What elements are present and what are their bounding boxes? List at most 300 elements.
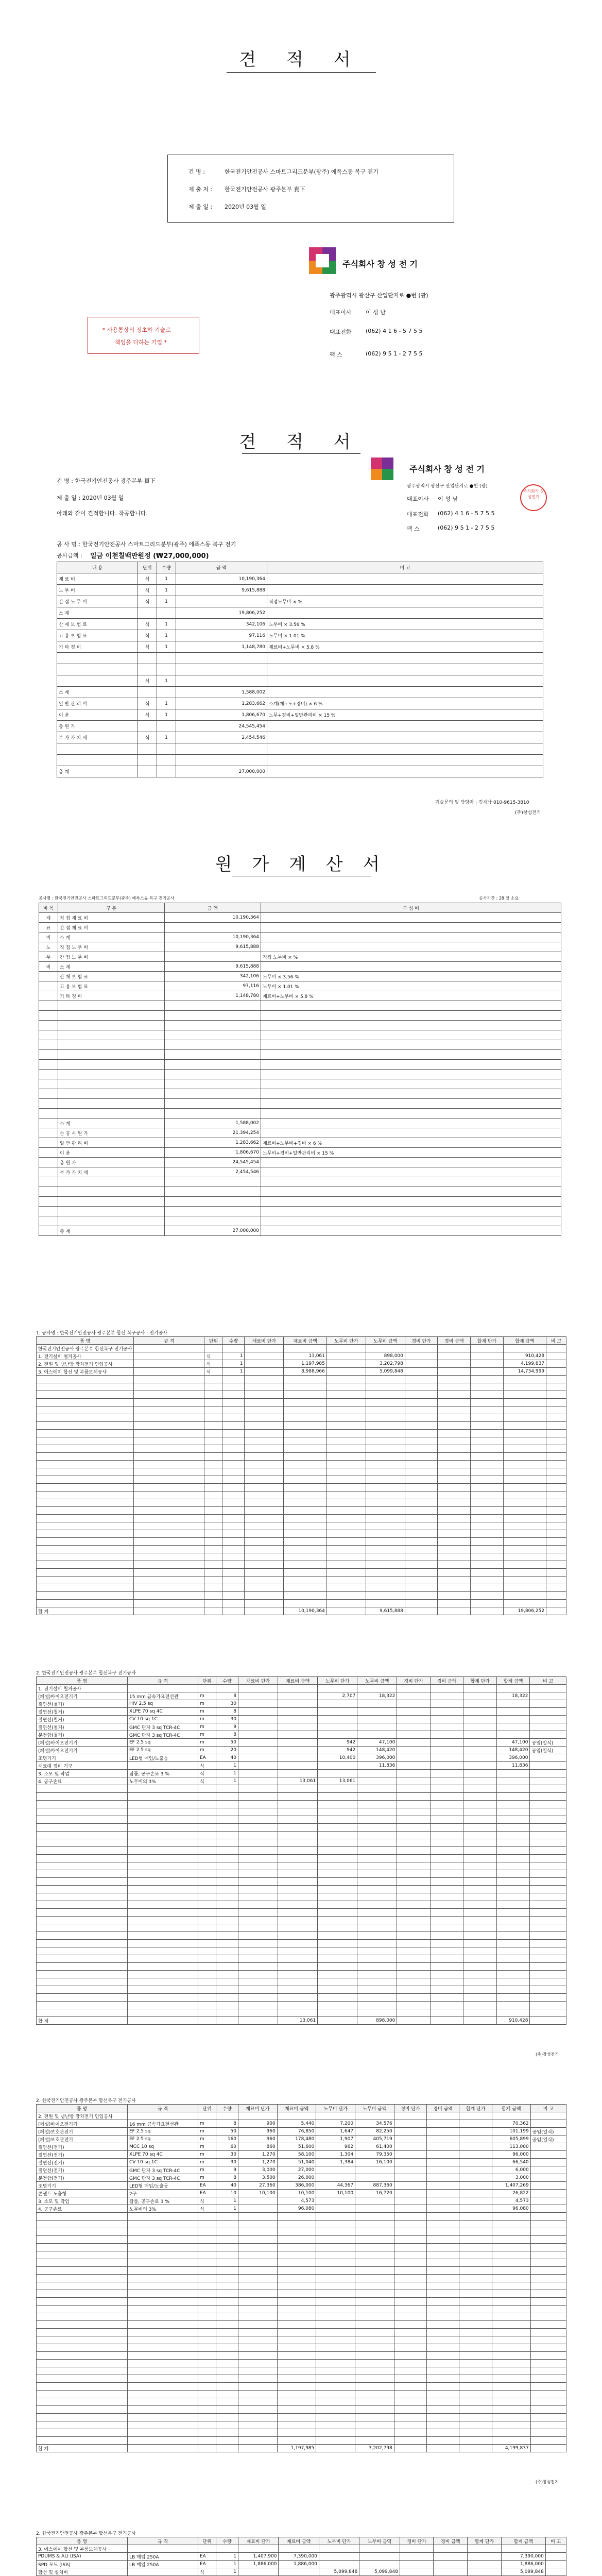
summary-blank-row-cell — [471, 1430, 504, 1437]
summary-blank-row-cell — [503, 1522, 546, 1530]
detail-1-row-cell: 20 — [216, 1747, 238, 1754]
summary-blank-row — [37, 1461, 566, 1468]
detail-1-row-cell — [430, 1762, 463, 1770]
summary-row-cell — [405, 1352, 438, 1360]
detail-2-blank-row-cell — [216, 2228, 238, 2236]
detail-1-blank-row-cell — [278, 1847, 318, 1855]
detail-1-section-row-cell — [128, 1685, 198, 1692]
detail-3-row-cell — [468, 2553, 502, 2561]
summary-blank-row — [37, 1437, 566, 1445]
detail-1-blank-row-cell — [397, 1994, 431, 2002]
detail-2-row-cell: EF 2.5 sq — [128, 2136, 198, 2143]
detail-2-blank-row-cell — [355, 2221, 394, 2228]
summary-blank-row-cell — [37, 1515, 134, 1522]
detail-1-row-cell — [530, 1692, 566, 1700]
detail-1-blank-row-cell — [496, 1870, 530, 1878]
detail-2-blank-row-cell — [238, 2228, 278, 2236]
detail-1-blank-row-cell — [397, 1808, 431, 1816]
detail-1-row-cell — [238, 1747, 278, 1754]
detail-1-blank-row-cell — [198, 1978, 216, 1986]
detail-1-row-cell — [278, 1747, 318, 1754]
summary-blank-row — [37, 1445, 566, 1453]
detail-2-blank-row-cell — [427, 2429, 459, 2437]
summary-blank-row-cell — [326, 1507, 366, 1515]
detail-1-blank-row-cell — [530, 1924, 566, 1932]
estimate-fax-label: 팩 스 — [407, 526, 420, 532]
summary-blank-row-cell — [546, 1600, 566, 1607]
summary-page — [0, 1329, 602, 1659]
summary-blank-row-cell — [405, 1391, 438, 1399]
costsheet-row-cell — [58, 1109, 165, 1118]
detail-1-caption: 2. 한국전기안전공사 광주본부 합선복구 전기공사 — [36, 1671, 136, 1676]
detail-1-row-cell — [278, 1692, 318, 1700]
summary-blank-row — [37, 1530, 566, 1538]
detail-1-blank-row-cell — [318, 1839, 357, 1847]
costsheet-row-cell: 노 — [39, 942, 58, 952]
detail-2-header-row-cell: 비 고 — [530, 2105, 566, 2112]
detail-2-blank-row-cell — [355, 2306, 394, 2313]
estimate-row — [57, 721, 543, 732]
detail-2-blank-row-cell — [394, 2421, 426, 2429]
detail-1-row-cell — [530, 1700, 566, 1708]
detail-2-row-cell: 51,600 — [277, 2143, 316, 2151]
summary-blank-row-cell — [438, 1383, 471, 1391]
summary-blank-row-cell — [546, 1499, 566, 1507]
detail-2-blank-row-cell — [316, 2321, 355, 2329]
summary-blank-row-cell — [366, 1499, 405, 1507]
costsheet-row — [39, 1011, 561, 1021]
detail-1-blank-row — [37, 1808, 566, 1816]
summary-blank-row-cell — [204, 1414, 222, 1422]
detail-3-row-cell: 1,886,000 — [279, 2561, 319, 2568]
detail-2-blank-row-cell — [530, 2406, 566, 2414]
detail-1-blank-row-cell — [278, 1785, 318, 1793]
detail-1-blank-row-cell — [128, 1994, 198, 2002]
detail-2-blank-row-cell — [128, 2275, 198, 2282]
detail-1-blank-row-cell — [278, 1801, 318, 1808]
detail-2-row-cell: 1 — [216, 2197, 238, 2205]
summary-blank-row-cell — [326, 1522, 366, 1530]
detail-1-blank-row-cell — [463, 1893, 497, 1901]
detail-1-blank-row-cell — [530, 1963, 566, 1971]
summary-blank-row-cell — [204, 1492, 222, 1499]
detail-1-row-cell: 396,000 — [357, 1754, 397, 1762]
detail-2-row-cell: 66,540 — [492, 2159, 530, 2166]
detail-2-blank-row-cell — [128, 2344, 198, 2352]
summary-blank-row-cell — [503, 1476, 546, 1484]
estimate-company-name: 주식회사 창 성 전 기 — [409, 464, 485, 474]
summary-blank-row-cell — [284, 1391, 326, 1399]
detail-1-row-cell: 30 — [216, 1716, 238, 1723]
summary-blank-row-cell — [366, 1468, 405, 1476]
detail-1-row-cell: (폐설)바이오전기기 — [37, 1739, 128, 1747]
detail-2-blank-row-cell — [530, 2414, 566, 2421]
detail-1-blank-row-cell — [198, 1932, 216, 1940]
detail-2-row-cell — [316, 2197, 355, 2205]
detail-1-row-cell — [430, 1754, 463, 1762]
summary-blank-row-cell — [366, 1492, 405, 1499]
estimate-row-cell — [138, 766, 157, 777]
detail-1-blank-row — [37, 1909, 566, 1917]
cover-field-value-1: 한국전기안전공사 스마트그리드분부(광주) 에폭스동 복구 전기 — [225, 168, 379, 175]
summary-blank-row-cell — [438, 1546, 471, 1553]
detail-1-blank-row-cell — [397, 1909, 431, 1917]
detail-1-row-cell: 식 — [198, 1770, 216, 1777]
summary-blank-row-cell — [245, 1391, 284, 1399]
detail-2-blank-row-cell — [37, 2228, 128, 2236]
detail-1-row-cell: GMC 단자 3 sq TCR-4C — [128, 1731, 198, 1739]
detail-1-blank-row-cell — [278, 1862, 318, 1870]
detail-2-blank-row-cell — [459, 2437, 492, 2445]
detail-2-blank-row-cell — [459, 2336, 492, 2344]
detail-2-row-cell: 1 — [216, 2205, 238, 2213]
estimate-row-cell: 97,116 — [176, 630, 267, 641]
detail-1-blank-row-cell — [357, 1816, 397, 1824]
costsheet-row-cell — [165, 1099, 261, 1109]
summary-blank-row-cell — [546, 1391, 566, 1399]
summary-blank-row-cell — [438, 1515, 471, 1522]
detail-1-row-cell — [278, 1716, 318, 1723]
cover-field-value-3: 2020년 03월 일 — [225, 204, 266, 210]
summary-blank-row-cell — [366, 1538, 405, 1546]
detail-2-blank-row-cell — [530, 2213, 566, 2221]
estimate-row-cell: 1 — [157, 641, 176, 653]
detail-2-row-cell: 27,000 — [277, 2166, 316, 2174]
detail-1-blank-row-cell — [278, 1832, 318, 1839]
detail-1-blank-row-cell — [216, 1793, 238, 1801]
summary-blank-row-cell — [366, 1577, 405, 1584]
summary-total-row-cell — [134, 1607, 204, 1615]
detail-2-blank-row-cell — [277, 2352, 316, 2360]
detail-1-blank-row-cell — [198, 1847, 216, 1855]
detail-3-row-cell: LB 매입 250A — [128, 2561, 198, 2568]
summary-blank-row-cell — [284, 1592, 326, 1600]
summary-blank-row-cell — [204, 1383, 222, 1391]
detail-1-blank-row-cell — [357, 1994, 397, 2002]
summary-blank-row-cell — [366, 1453, 405, 1461]
detail-2-blank-row-cell — [492, 2251, 530, 2259]
detail-2-blank-row-cell — [128, 2375, 198, 2383]
summary-blank-row-cell — [546, 1522, 566, 1530]
detail-2-blank-row-cell — [198, 2421, 216, 2429]
summary-blank-row-cell — [503, 1406, 546, 1414]
detail-1-blank-row-cell — [37, 1870, 128, 1878]
detail-1-section-row-cell — [318, 1685, 357, 1692]
detail-2-page — [0, 2097, 602, 2488]
summary-blank-row — [37, 1383, 566, 1391]
summary-blank-row-cell — [37, 1522, 134, 1530]
detail-2-blank-row-cell — [427, 2336, 459, 2344]
costsheet-row-cell — [261, 1167, 561, 1177]
summary-blank-row — [37, 1453, 566, 1461]
detail-2-blank-row-cell — [37, 2429, 128, 2437]
detail-2-blank-row-cell — [238, 2321, 278, 2329]
summary-blank-row-cell — [245, 1414, 284, 1422]
summary-blank-row-cell — [284, 1538, 326, 1546]
summary-blank-row-cell — [326, 1468, 366, 1476]
detail-2-blank-row-cell — [198, 2383, 216, 2391]
summary-blank-row-cell — [546, 1546, 566, 1553]
summary-blank-row-cell — [405, 1484, 438, 1492]
summary-row — [37, 1368, 566, 1376]
costsheet-row — [39, 1216, 561, 1226]
detail-1-blank-row-cell — [530, 1832, 566, 1839]
detail-1-blank-row-cell — [128, 1832, 198, 1839]
detail-1-blank-row-cell — [128, 1793, 198, 1801]
detail-1-row-cell: 조명기기 — [37, 1754, 128, 1762]
detail-1-blank-row-cell — [463, 1839, 497, 1847]
detail-1-blank-row-cell — [128, 1808, 198, 1816]
summary-blank-row-cell — [366, 1391, 405, 1399]
detail-1-blank-row-cell — [430, 1847, 463, 1855]
detail-1-blank-row-cell — [278, 1824, 318, 1832]
detail-2-blank-row-cell — [530, 2251, 566, 2259]
summary-blank-row-cell — [366, 1414, 405, 1422]
detail-2-blank-row-cell — [198, 2414, 216, 2421]
detail-2-blank-row-cell — [277, 2267, 316, 2275]
detail-1-blank-row-cell — [496, 1940, 530, 1947]
detail-1-row-cell — [318, 1708, 357, 1716]
detail-2-blank-row — [37, 2329, 566, 2336]
summary-blank-row-cell — [471, 1553, 504, 1561]
detail-1-row-cell — [278, 1762, 318, 1770]
detail-1-blank-row-cell — [357, 1932, 397, 1940]
detail-2-blank-row-cell — [316, 2383, 355, 2391]
detail-1-blank-row-cell — [238, 1785, 278, 1793]
estimate-row-cell: 소 계 — [57, 607, 138, 619]
summary-blank-row-cell — [326, 1584, 366, 1592]
detail-1-blank-row-cell — [463, 1785, 497, 1793]
detail-1-row-cell — [278, 1739, 318, 1747]
estimate-row-cell: 재료비+노무비 × 5.8 % — [267, 641, 543, 653]
summary-blank-row-cell — [471, 1592, 504, 1600]
estimate-row-cell — [138, 664, 157, 675]
estimate-row-cell — [157, 743, 176, 755]
costsheet-row-cell — [165, 1040, 261, 1050]
detail-2-section-row-cell — [427, 2112, 459, 2120]
costsheet-row-cell: 총 계 — [58, 1226, 165, 1236]
summary-blank-row-cell — [405, 1476, 438, 1484]
detail-2-blank-row-cell — [530, 2298, 566, 2306]
detail-2-blank-row-cell — [216, 2414, 238, 2421]
summary-blank-row-cell — [204, 1476, 222, 1484]
detail-1-blank-row — [37, 1893, 566, 1901]
detail-1-blank-row-cell — [397, 1793, 431, 1801]
detail-1-blank-row-cell — [198, 1947, 216, 1955]
summary-row-cell — [405, 1345, 438, 1352]
detail-3-section-row-cell — [128, 2545, 198, 2553]
detail-3-section-row-cell — [501, 2545, 545, 2553]
detail-1-row-cell: 공임(일식) — [530, 1739, 566, 1747]
detail-1-blank-row-cell — [357, 1917, 397, 1924]
summary-row-cell — [204, 1345, 222, 1352]
detail-2-row-cell: 101,199 — [492, 2128, 530, 2136]
summary-row-cell — [438, 1352, 471, 1360]
summary-blank-row-cell — [222, 1538, 245, 1546]
summary-blank-row-cell — [37, 1499, 134, 1507]
detail-2-header-row-cell: 재료비 단가 — [238, 2105, 278, 2112]
summary-blank-row-cell — [37, 1453, 134, 1461]
detail-2-blank-row-cell — [355, 2251, 394, 2259]
detail-1-blank-row-cell — [37, 1862, 128, 1870]
detail-2-blank-row-cell — [316, 2336, 355, 2344]
detail-1-blank-row-cell — [430, 1839, 463, 1847]
detail-3-header-row-cell: 비 고 — [545, 2537, 566, 2545]
summary-blank-row-cell — [438, 1453, 471, 1461]
detail-2-blank-row-cell — [394, 2344, 426, 2352]
detail-1-blank-row-cell — [37, 2009, 128, 2017]
detail-2-row-cell — [394, 2197, 426, 2205]
detail-1-blank-row-cell — [318, 1940, 357, 1947]
costsheet-row-cell — [165, 1089, 261, 1099]
detail-2-blank-row-cell — [316, 2306, 355, 2313]
summary-blank-row-cell — [366, 1406, 405, 1414]
detail-2-blank-row-cell — [37, 2360, 128, 2367]
detail-2-blank-row-cell — [238, 2375, 278, 2383]
summary-blank-row — [37, 1468, 566, 1476]
detail-2-blank-row-cell — [128, 2321, 198, 2329]
detail-2-blank-row-cell — [492, 2344, 530, 2352]
detail-2-row-cell: m — [198, 2151, 216, 2159]
detail-2-blank-row-cell — [355, 2437, 394, 2445]
detail-1-blank-row-cell — [238, 1886, 278, 1893]
costsheet-row-cell — [165, 1070, 261, 1079]
detail-3-row-cell — [468, 2568, 502, 2576]
detail-2-row-cell: m — [198, 2143, 216, 2151]
summary-blank-row-cell — [222, 1484, 245, 1492]
detail-2-row-cell: 4,573 — [492, 2197, 530, 2205]
summary-blank-row-cell — [245, 1376, 284, 1383]
estimate-row-cell: 식 — [138, 675, 157, 687]
detail-2-row-cell — [427, 2190, 459, 2197]
detail-2-row-cell: 공임(일식) — [530, 2136, 566, 2143]
detail-1-blank-row-cell — [198, 1963, 216, 1971]
summary-blank-row-cell — [37, 1592, 134, 1600]
detail-2-blank-row-cell — [530, 2352, 566, 2360]
detail-1-blank-row-cell — [463, 1870, 497, 1878]
costsheet-row-cell — [261, 1128, 561, 1138]
detail-2-blank-row-cell — [394, 2352, 426, 2360]
detail-3-row-cell — [434, 2561, 468, 2568]
costsheet-row — [39, 1177, 561, 1187]
estimate-fax: (062) 9 5 1 - 2 7 5 5 — [438, 524, 495, 531]
detail-1-blank-row-cell — [430, 1978, 463, 1986]
detail-2-row-cell: 61,400 — [355, 2143, 394, 2151]
summary-blank-row-cell — [405, 1561, 438, 1569]
estimate-row-cell — [267, 766, 543, 777]
detail-2-row-cell — [427, 2159, 459, 2166]
detail-1-row-cell — [463, 1770, 497, 1777]
summary-blank-row-cell — [204, 1507, 222, 1515]
detail-2-row-cell: 34,576 — [355, 2120, 394, 2128]
detail-2-blank-row-cell — [355, 2329, 394, 2336]
detail-1-blank-row-cell — [463, 1917, 497, 1924]
costsheet-row-cell — [39, 981, 58, 991]
detail-2-row-cell: 콘센트 노출형 — [37, 2190, 128, 2197]
detail-1-row — [37, 1747, 566, 1754]
detail-2-blank-row-cell — [316, 2406, 355, 2414]
detail-3-row-cell: EA — [198, 2561, 216, 2568]
costsheet-row-cell: 1,588,002 — [165, 1118, 261, 1128]
detail-1-blank-row-cell — [37, 1808, 128, 1816]
detail-2-blank-row-cell — [492, 2290, 530, 2298]
costsheet-row-cell: 97,116 — [165, 981, 261, 991]
detail-1-header-row-cell: 규 격 — [128, 1677, 198, 1685]
detail-2-row-cell: 6,000 — [492, 2166, 530, 2174]
summary-header-row-cell: 노무비 금액 — [366, 1337, 405, 1345]
detail-1-total-row-cell: 898,000 — [357, 2017, 397, 2025]
detail-2-section-row-cell — [530, 2112, 566, 2120]
summary-blank-row — [37, 1422, 566, 1430]
detail-2-header-row-cell: 규 격 — [128, 2105, 198, 2112]
detail-1-total-row-cell — [198, 2017, 216, 2025]
detail-1-blank-row-cell — [128, 2002, 198, 2009]
detail-2-blank-row-cell — [277, 2282, 316, 2290]
detail-1-row-cell: 47,100 — [496, 1739, 530, 1747]
detail-1-header-row-cell: 합계 단가 — [463, 1677, 497, 1685]
detail-2-blank-row-cell — [459, 2329, 492, 2336]
costsheet-row-cell — [165, 1207, 261, 1216]
estimate-row-cell — [267, 573, 543, 585]
detail-2-row-cell: m — [198, 2136, 216, 2143]
summary-blank-row-cell — [546, 1561, 566, 1569]
estimate-row — [57, 664, 543, 675]
detail-2-row-cell — [394, 2120, 426, 2128]
detail-1-blank-row-cell — [397, 1862, 431, 1870]
detail-2-row-cell: 10,100 — [277, 2190, 316, 2197]
detail-1-blank-row-cell — [357, 1971, 397, 1978]
detail-3-row-cell: PDUMS & ALI (ISA) — [37, 2553, 128, 2561]
costsheet-project: 공사명 : 한국전기안전공사 스마트그리드분부(광주) 에폭스동 복구 전기공사 — [39, 896, 175, 901]
detail-2-blank-row-cell — [316, 2421, 355, 2429]
detail-2-blank-row-cell — [355, 2213, 394, 2221]
detail-1-blank-row-cell — [397, 1893, 431, 1901]
summary-blank-row-cell — [503, 1499, 546, 1507]
cover-rep-label: 대표이사 — [330, 309, 352, 316]
summary-blank-row-cell — [204, 1553, 222, 1561]
costsheet-row-cell — [58, 1060, 165, 1070]
detail-1-blank-row-cell — [397, 1978, 431, 1986]
detail-2-blank-row-cell — [37, 2406, 128, 2414]
detail-1-row — [37, 1762, 566, 1770]
summary-blank-row-cell — [366, 1553, 405, 1561]
detail-1-row-cell — [530, 1708, 566, 1716]
detail-2-row-cell: 860 — [238, 2143, 278, 2151]
detail-2-row-cell: 26,822 — [492, 2190, 530, 2197]
summary-row-cell — [366, 1345, 405, 1352]
detail-2-blank-row-cell — [394, 2213, 426, 2221]
estimate-row-cell: 이 윤 — [57, 709, 138, 721]
costsheet-row-cell — [39, 1070, 58, 1079]
detail-2-blank-row-cell — [427, 2437, 459, 2445]
detail-2-blank-row-cell — [530, 2437, 566, 2445]
detail-1-blank-row — [37, 2002, 566, 2009]
summary-header-row-cell: 합계 단가 — [471, 1337, 504, 1345]
detail-2-row-cell: 178,480 — [277, 2136, 316, 2143]
detail-2-blank-row-cell — [238, 2406, 278, 2414]
detail-1-blank-row-cell — [430, 1940, 463, 1947]
detail-1-blank-row-cell — [318, 1893, 357, 1901]
detail-1-row-cell: 8 — [216, 1692, 238, 1700]
detail-1-blank-row-cell — [216, 2002, 238, 2009]
summary-blank-row-cell — [471, 1530, 504, 1538]
detail-1-section-row-cell — [463, 1685, 497, 1692]
summary-blank-row-cell — [284, 1399, 326, 1406]
detail-3-header-row-cell: 경비 단가 — [400, 2537, 434, 2545]
detail-3-row-cell: 7,390,000 — [501, 2553, 545, 2561]
detail-2-row-cell: 51,040 — [277, 2159, 316, 2166]
detail-1-blank-row-cell — [496, 1955, 530, 1963]
